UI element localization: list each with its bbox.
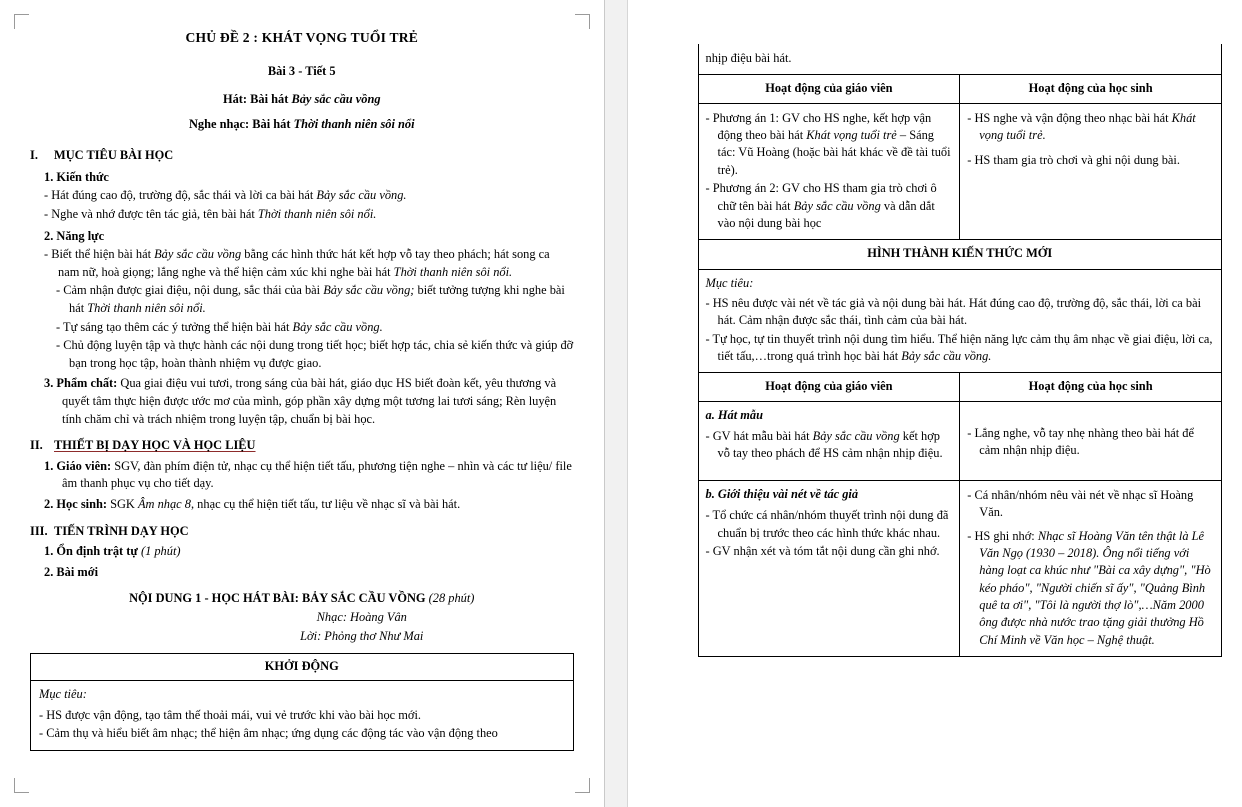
- table2-hs-cell-b: [960, 480, 1222, 656]
- song-line-2-prefix: Nghe nhạc: Bài hát: [188, 116, 294, 131]
- nl2-i1: Bảy sắc cầu vồng;: [323, 283, 415, 298]
- khoi-dong-muc-tieu-label: Mục tiêu:: [39, 686, 87, 701]
- nl1-b: bằng các hình thức hát kết hợp vỗ tay theo phách; hát song ca nam nữ, hoà giọng; lắng nghe và thể hiện cảm xúc khi nghe bài hát: [58, 247, 550, 279]
- cell-spacer: [967, 407, 1214, 424]
- right-page-content: [628, 0, 1242, 657]
- on-dinh-time: (1 phút): [137, 544, 181, 559]
- gv-a-title: Bảy sắc cầu vồng: [812, 429, 900, 444]
- table2-header-hs: Hoạt động của học sinh: [960, 373, 1222, 401]
- khoi-dong-title: KHỞI ĐỘNG: [31, 654, 573, 681]
- nl1-i2: Thời thanh niên sôi nổi.: [393, 264, 513, 279]
- left-page-content: [0, 0, 604, 751]
- table-row: [698, 401, 1222, 480]
- pham-chat-label: 3. Phẩm chất:: [44, 376, 118, 391]
- section-1-label: MỤC TIÊU BÀI HỌC: [54, 148, 174, 163]
- table2-header-gv: Hoạt động của giáo viên: [698, 373, 960, 401]
- khoi-dong-continuation-table: [698, 44, 1223, 657]
- top-fragment-cell: [698, 44, 1222, 75]
- table-row: [698, 75, 1222, 103]
- hinh-thanh-kien-thuc-band: HÌNH THÀNH KIẾN THỨC MỚI: [698, 240, 1222, 269]
- nang-luc-item-2: [56, 282, 574, 317]
- section-3-number: III.: [30, 523, 48, 538]
- nl2-a: - Cảm nhận được giai điệu, nội dung, sắc thái của bài: [56, 283, 324, 298]
- giao-vien-text: SGV, đàn phím điện tử, nhạc cụ thể hiện tiết tấu, phương tiện nghe – nhìn và các tư liệu/ file âm thanh phục vụ cho tiết dạy.: [62, 458, 572, 491]
- table2-hs-item-b1: - Cá nhân/nhóm nêu vài nét về nhạc sĩ Hoàng Văn.: [967, 487, 1194, 520]
- sub-heading-gioi-thieu: b. Giới thiệu vài nét về tác giả: [705, 486, 859, 501]
- table2-gv-cell-b: [698, 480, 960, 656]
- muc-tieu-item-2: [706, 331, 1215, 366]
- table-row: [698, 480, 1222, 656]
- top-fragment-text: nhịp điệu bài hát.: [705, 51, 792, 65]
- page-corner-mark-icon: [14, 778, 29, 793]
- section-2-label: THIẾT BỊ DẠY HỌC VÀ HỌC LIỆU: [54, 438, 256, 453]
- muc-tieu-item-1: - HS nêu được vài nét về tác giả và nội dung bài hát. Hát đúng cao độ, trường độ, sắc thái, lời ca bài hát. Cảm nhận được sắc thái, tình cảm của bài hát.: [705, 295, 1202, 328]
- table-row: [698, 269, 1222, 373]
- table2-gv-item-b1: - Tổ chức cá nhân/nhóm thuyết trình nội dung đã chuẩn bị trước theo các hình thức khác nhau.: [705, 508, 949, 540]
- table1-header-gv: Hoạt động của giáo viên: [698, 75, 960, 103]
- table-row: [698, 44, 1222, 75]
- kien-thuc-item-2: [44, 206, 574, 224]
- section-1-heading: [30, 147, 574, 165]
- song-line-2: [30, 116, 574, 134]
- section-2-heading: [30, 437, 574, 455]
- khoi-dong-body: [31, 681, 573, 750]
- khoi-dong-item-1: - HS được vận động, tạo tâm thế thoải mái, vui vẻ trước khi vào bài học mới.: [39, 707, 422, 722]
- kien-thuc-item-1: [44, 187, 574, 205]
- table-row: [698, 240, 1222, 269]
- document-page-right: [628, 0, 1242, 807]
- table1-gv-item-2: - Phương án 2: GV cho HS tham gia trò chơi ô chữ tên bài hát Bảy sắc cầu vồng và dẫn dắt vào nội dung bài học: [705, 181, 937, 230]
- section-3-label: TIẾN TRÌNH DẠY HỌC: [54, 523, 189, 538]
- document-page-left: [0, 0, 605, 807]
- page-gutter: [605, 0, 628, 807]
- noi-dung-1-heading: [30, 590, 574, 608]
- gv-a-pre: - GV hát mẫu bài hát: [705, 429, 813, 444]
- gv-a-post: kết hợp vỗ tay theo phách để HS cảm nhận nhịp điệu.: [717, 429, 943, 461]
- muc-tieu-label: Mục tiêu:: [705, 275, 754, 290]
- nang-luc-item-3: [56, 319, 574, 337]
- giao-vien-item: [44, 458, 574, 493]
- page-corner-mark-icon: [14, 14, 29, 29]
- hs-b2-pre: - HS ghi nhớ:: [967, 528, 1038, 543]
- section-1-number: I.: [30, 148, 38, 163]
- khoi-dong-item-2: - Cảm thụ và hiểu biết âm nhạc; thể hiện âm nhạc; ứng dụng các động tác vào vận động theo: [39, 726, 498, 741]
- table-row: [698, 373, 1222, 401]
- nl3-a: - Tự sáng tạo thêm các ý tưởng thể hiện bài hát: [56, 319, 293, 334]
- nang-luc-item-4: - Chủ động luyện tập và thực hành các nội dung trong tiết học; biết hợp tác, chia sẻ kiến thức và giúp đỡ bạn trong học tập, hoàn thành nhiệm vụ được giao.: [56, 338, 574, 370]
- cell-spacer: [706, 464, 953, 474]
- credit-nhac: Nhạc: Hoàng Vân: [316, 610, 407, 625]
- bai-moi-item: [44, 564, 574, 582]
- table2-hs-item-a: - Lắng nghe, vỗ tay nhẹ nhàng theo bài hát để cảm nhận nhịp điệu.: [967, 425, 1194, 458]
- giao-vien-label: 1. Giáo viên:: [44, 458, 112, 473]
- table2-hs-cell-a: [960, 401, 1222, 480]
- hs-b2-note: Nhạc sĩ Hoàng Văn tên thật là Lê Văn Ngọ (1930 – 2018). Ông nổi tiếng với hàng loạt ca khúc như "Bài ca xây dựng", "Hò kéo pháo", "Người chiến sĩ ấy", "Quảng Bình quê ta ơi", "Tôi là người thợ lò",…Năm 2000 ông được nhà nước trao tặng giải thưởng Hồ Chí Minh về Văn học – Nghệ thuật.: [979, 528, 1211, 647]
- song-line-1-title: Bảy sắc cầu vồng: [291, 91, 381, 106]
- kt2-text: - Nghe và nhớ được tên tác giả, tên bài hát: [44, 206, 258, 221]
- pham-chat-text: Qua giai điệu vui tươi, trong sáng của bài hát, giáo dục HS biết đoàn kết, yêu thương và quyết tâm thực hiện được ước mơ của mình, góp phần xây dựng một tương lai tươi sáng; Rèn luyện tính chăm chỉ và trách nhiệm trong luyện tập, chuẩn bị bài học.: [62, 376, 557, 426]
- table2-gv-item-a: [706, 428, 953, 463]
- lesson-subtitle: Bài 3 - Tiết 5: [267, 64, 336, 79]
- table1-gv-item-1: - Phương án 1: GV cho HS nghe, kết hợp vận động theo bài hát Khát vọng tuổi trẻ – Sáng tác: Vũ Hoàng (hoặc bài hát khác về đề tài tuổi trẻ).: [705, 110, 951, 177]
- heading-nang-luc: 2. Năng lực: [44, 228, 105, 243]
- khoi-dong-box: [30, 653, 574, 750]
- noi-dung-1-time: (28 phút): [425, 590, 475, 605]
- table2-gv-item-b2: - GV nhận xét và tóm tắt nội dung cần ghi nhớ.: [705, 543, 940, 558]
- muc-tieu-item-2-text: - Tự học, tự tin thuyết trình nội dung tìm hiểu. Thể hiện năng lực cảm thụ âm nhạc về giai điệu, lời ca, tiết tấu,…trong quá trình học bài hát: [705, 331, 1213, 364]
- nl1-i1: Bảy sắc cầu vồng: [154, 247, 242, 262]
- muc-tieu-item-2-title: Bảy sắc cầu vồng.: [901, 349, 992, 364]
- bai-moi-label: 2. Bài mới: [44, 564, 99, 579]
- table2-gv-cell-a: [698, 401, 960, 480]
- nl2-b: biết tưởng tượng khi nghe bài hát: [69, 283, 565, 315]
- table1-hs-item-1: - HS nghe và vận động theo nhạc bài hát Khát vọng tuổi trẻ.: [967, 110, 1196, 143]
- pham-chat-item: [44, 375, 574, 428]
- hoc-sinh-a: SGK: [107, 497, 138, 512]
- on-dinh-label: 1. Ổn định trật tự: [44, 544, 138, 559]
- nl2-i2: Thời thanh niên sôi nổi.: [87, 301, 206, 315]
- on-dinh-item: [44, 543, 574, 561]
- hoc-sinh-item: [44, 496, 574, 514]
- nl3-i: Bảy sắc cầu vồng.: [292, 319, 383, 334]
- sub-heading-hat-mau: a. Hát mẫu: [705, 407, 763, 422]
- credit-loi: Lời: Phỏng thơ Như Mai: [300, 628, 424, 643]
- hoc-sinh-b: , nhạc cụ thể hiện tiết tấu, tư liệu về nhạc sĩ và bài hát.: [190, 497, 461, 512]
- hoc-sinh-i: Âm nhạc 8: [137, 497, 191, 512]
- kt1-text: - Hát đúng cao độ, trường độ, sắc thái và lời ca bài hát: [44, 188, 317, 203]
- kt2-title: Thời thanh niên sôi nổi.: [257, 206, 377, 221]
- heading-kien-thuc: 1. Kiến thức: [44, 169, 109, 184]
- table1-hs-item-2: - HS tham gia trò chơi và ghi nội dung bài.: [967, 153, 1180, 168]
- kt1-title: Bảy sắc cầu vồng.: [316, 188, 407, 203]
- document-title: CHỦ ĐỀ 2 : KHÁT VỌNG TUỔI TRẺ: [185, 30, 419, 45]
- page-corner-mark-icon: [575, 778, 590, 793]
- nang-luc-item-1: [44, 246, 574, 281]
- table-row: [698, 103, 1222, 240]
- song-line-1-prefix: Hát: Bài hát: [222, 91, 292, 106]
- page-corner-mark-icon: [575, 14, 590, 29]
- table2-hs-item-b2: [967, 528, 1214, 650]
- song-line-2-title: Thời thanh niên sôi nổi: [293, 116, 415, 131]
- section-3-heading: [30, 523, 574, 541]
- section-2-number: II.: [30, 438, 43, 453]
- table1-hs-cell: [960, 103, 1222, 240]
- song-line-1: [30, 91, 574, 109]
- table1-header-hs: Hoạt động của học sinh: [960, 75, 1222, 103]
- noi-dung-1-label: NỘI DUNG 1 - HỌC HÁT BÀI: BẢY SẮC CẦU VỒNG: [129, 590, 426, 605]
- nl1-a: - Biết thể hiện bài hát: [44, 247, 155, 262]
- hoc-sinh-label: 2. Học sinh:: [44, 497, 107, 512]
- muc-tieu-cell: [698, 269, 1222, 373]
- table1-gv-cell: [698, 103, 960, 240]
